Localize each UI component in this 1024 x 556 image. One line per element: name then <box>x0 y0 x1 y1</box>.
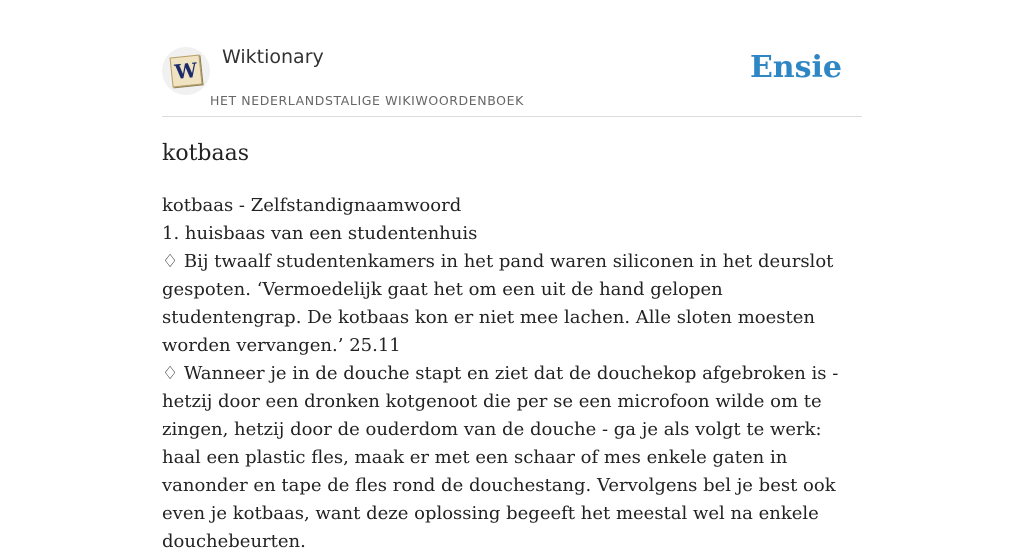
site-header <box>162 0 862 117</box>
example-quote: ♢ Bij twaalf studentenkamers in het pand waren siliconen in het deurslot gespoten. ‘Vermoedelijk gaat het om een uit de hand gelopen studentengrap. De kotbaas kon er niet mee lachen. Alle sloten moesten worden vervangen.’ 25.11 <box>162 251 834 356</box>
word-type: kotbaas - Zelfstandignaamwoord <box>162 195 462 216</box>
page-container <box>162 0 862 552</box>
brand-logo[interactable]: Ensie <box>749 50 842 85</box>
page-title: kotbaas <box>162 141 250 166</box>
site-name[interactable]: Wiktionary <box>222 46 324 68</box>
site-subtitle: HET NEDERLANDSTALIGE WIKIWOORDENBOEK <box>210 93 524 108</box>
example-quote: ♢ Wanneer je in de douche stapt en ziet dat de douchekop afgebroken is - hetzij door een dronken kotgenoot die per se een microfoon wilde om te zingen, hetzij door de ouderdom van de douche - ga je als volgt te werk: haal een plastic fles, maak er met een schaar of mes enkele gaten in vanonder en tape de fles rond de douchestang. Vervolgens bel je best ook even je kotbaas, want deze oplossing begeeft het meestal wel na enkele douchebeurten. <box>162 363 839 552</box>
entry-content <box>162 192 862 556</box>
definition: 1. huisbaas van een studentenhuis <box>162 223 478 244</box>
wiktionary-logo-icon[interactable] <box>162 47 210 95</box>
logo-tile: W <box>170 55 203 88</box>
